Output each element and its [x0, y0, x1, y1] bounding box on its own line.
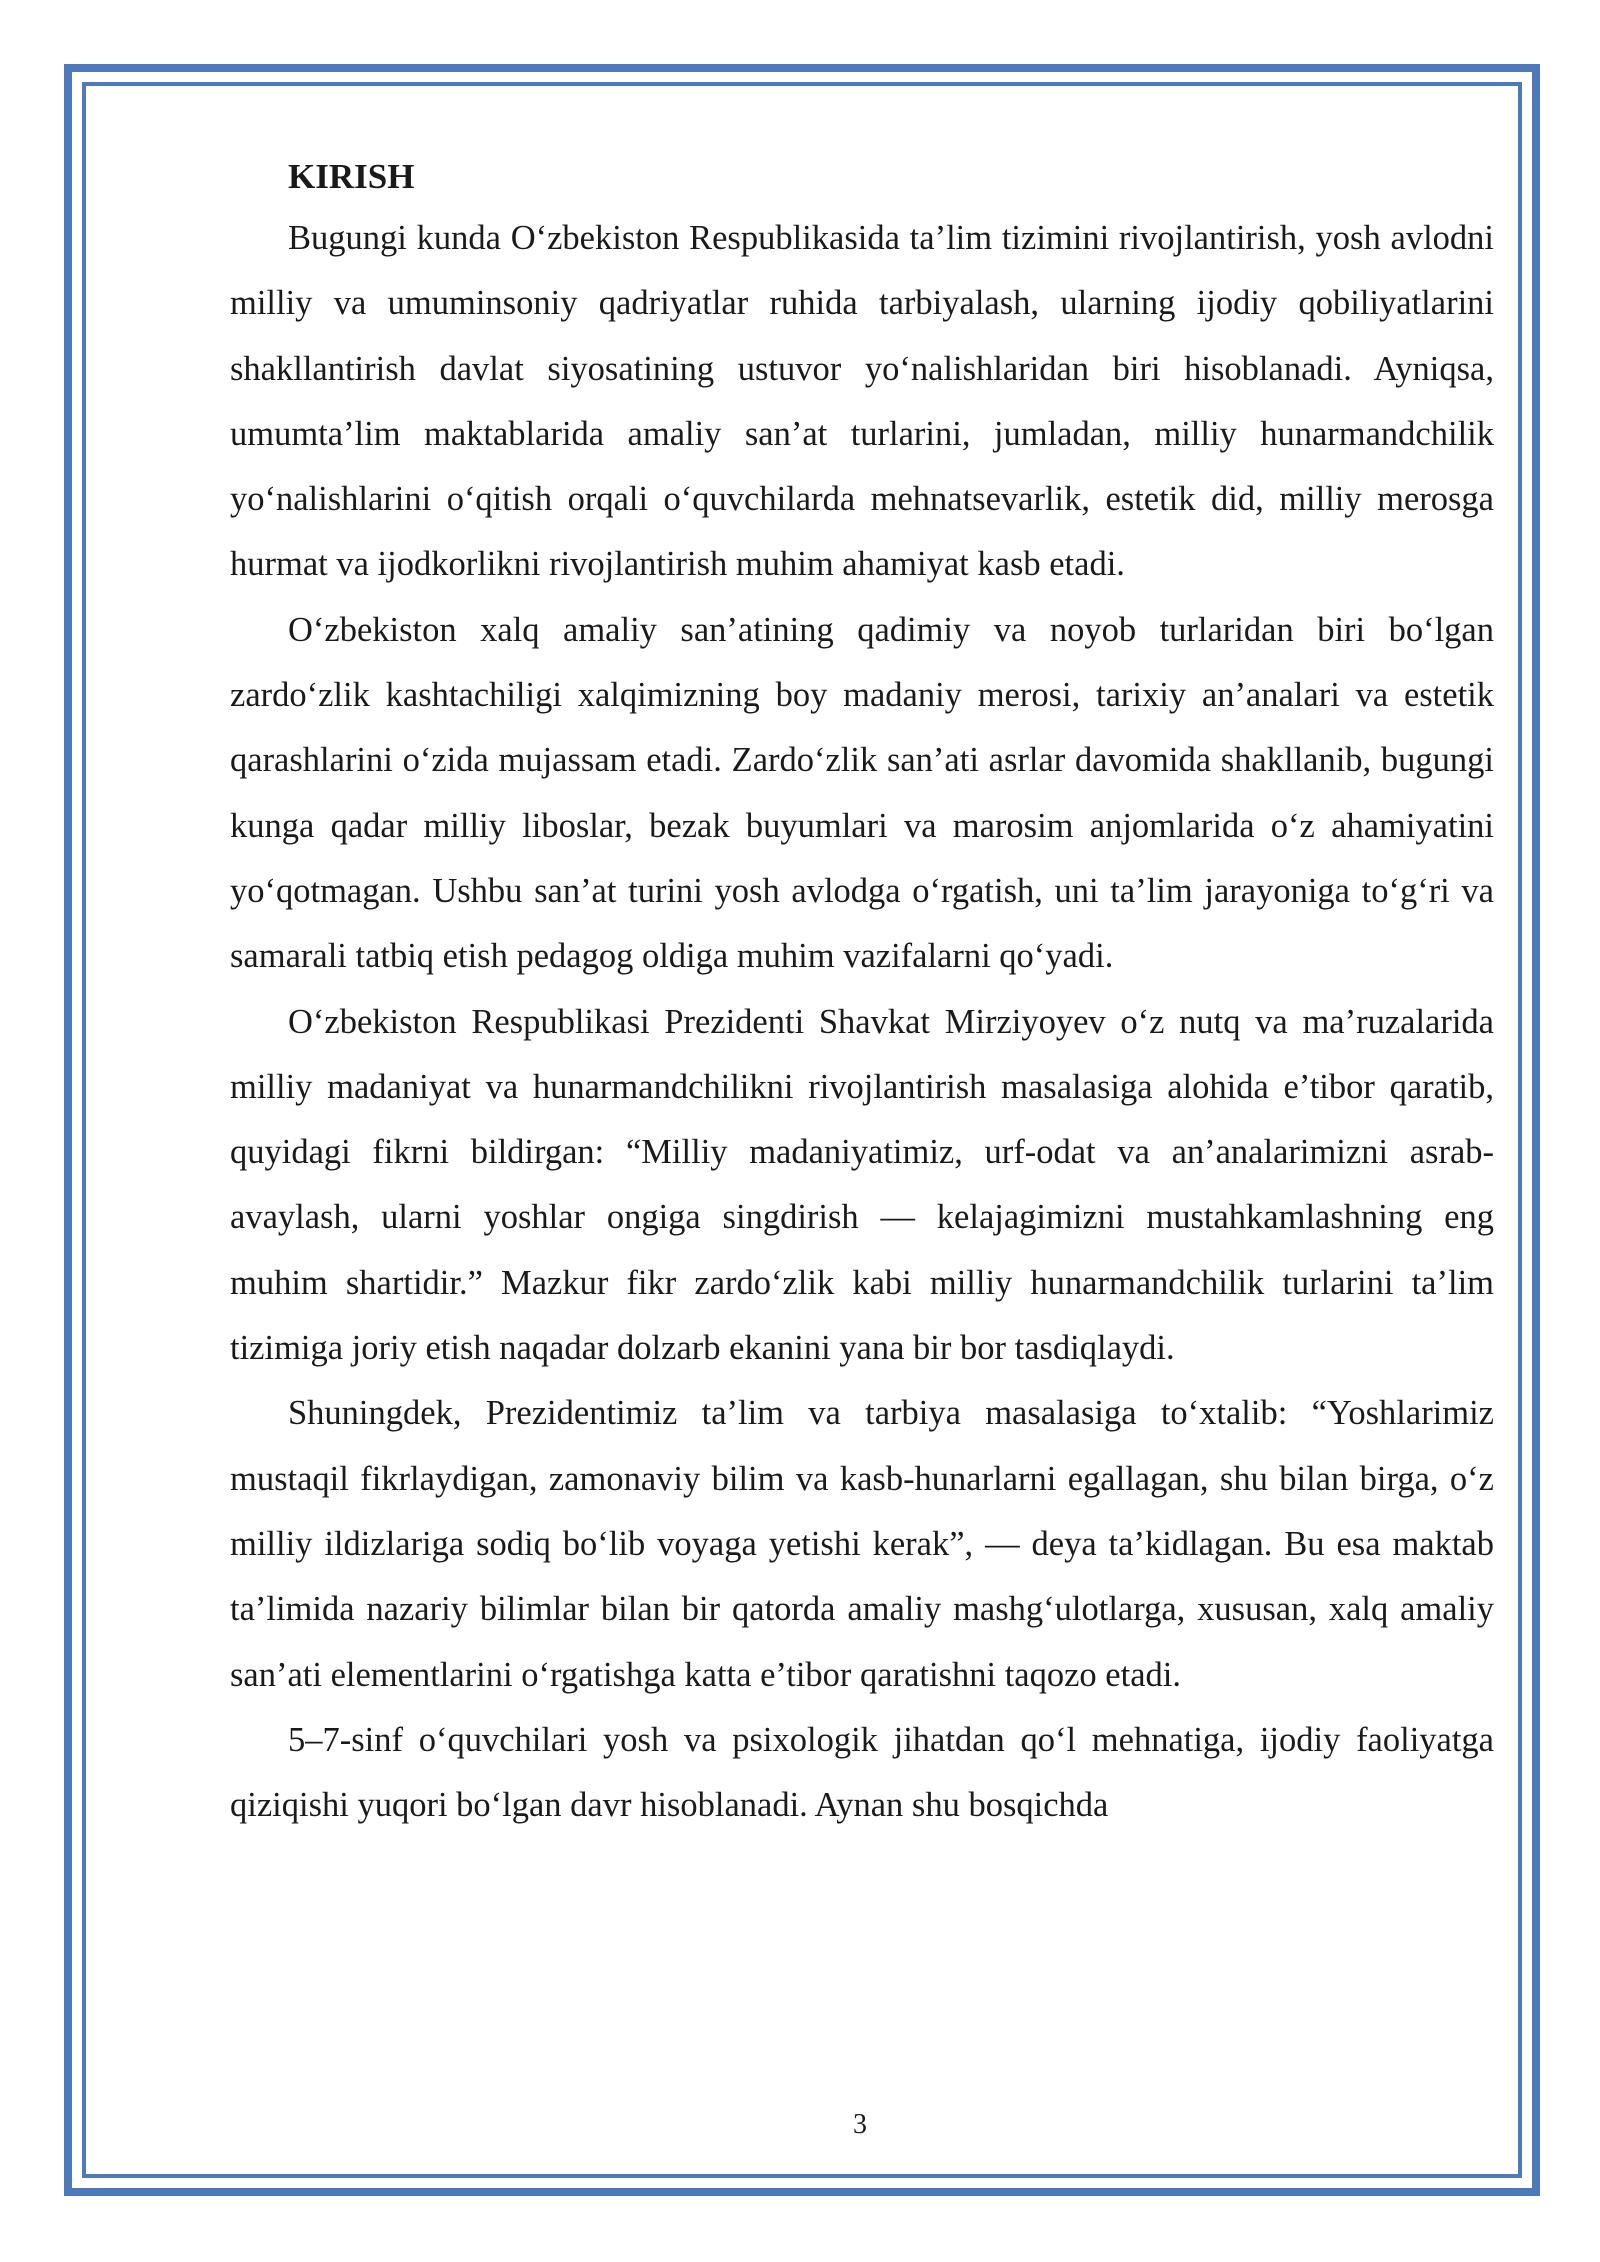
document-body [230, 148, 1494, 1838]
paragraph-5: 5–7-sinf o‘quvchilari yosh va psixologik jihatdan qo‘l mehnatiga, ijodiy faoliyatga qiziqishi yuqori bo‘lgan davr hisoblanadi. Aynan shu bosqichda [230, 1720, 1494, 1825]
paragraph-4: Shuningdek, Prezidentimiz ta’lim va tarbiya masalasiga to‘xtalib: “Yoshlarimiz mustaqil fikrlaydigan, zamonaviy bilim va kasb-hunarlarni egallagan, shu bilan birga, o‘z milliy ildizlariga sodiq bo‘lib voyaga yetishi kerak”, — deya ta’kidlagan. Bu esa maktab ta’limida nazariy bilimlar bilan bir qatorda amaliy mashg‘ulotlarga, xususan, xalq amaliy san’ati elementlarini o‘rgatishga katta e’tibor qaratishni taqozo etadi. [230, 1394, 1494, 1694]
paragraph-2: O‘zbekiston xalq amaliy san’atining qadimiy va noyob turlaridan biri bo‘lgan zardo‘zlik kashtachiligi xalqimizning boy madaniy merosi, tarixiy an’analari va estetik qarashlarini o‘zida mujassam etadi. Zardo‘zlik san’ati asrlar davomida shakllanib, bugungi kunga qadar milliy liboslar, bezak buyumlari va marosim anjomlarida o‘z ahamiyatini yo‘qotmagan. Ushbu san’at turini yosh avlodga o‘rgatish, uni ta’lim jarayoniga to‘g‘ri va samarali tatbiq etish pedagog oldiga muhim vazifalarni qo‘yadi. [230, 610, 1494, 976]
paragraph-1: Bugungi kunda O‘zbekiston Respublikasida ta’lim tizimini rivojlantirish, yosh avlodni milliy va umuminsoniy qadriyatlar ruhida tarbiyalash, ularning ijodiy qobiliyatlarini shakllantirish davlat siyosatining ustuvor yo‘nalishlaridan biri hisoblanadi. Ayniqsa, umumta’lim maktablarida amaliy san’at turlarini, jumladan, milliy hunarmandchilik yo‘nalishlarini o‘qitish orqali o‘quvchilarda mehnatsevarlik, estetik did, milliy merosga hurmat va ijodkorlikni rivojlantirish muhim ahamiyat kasb etadi. [230, 219, 1494, 584]
section-heading: KIRISH [288, 157, 415, 196]
paragraph-3: O‘zbekiston Respublikasi Prezidenti Shavkat Mirziyoyev o‘z nutq va ma’ruzalarida milliy madaniyat va hunarmandchilikni rivojlantirish masalasiga alohida e’tibor qaratib, quyidagi fikrni bildirgan: “Milliy madaniyatimiz, urf-odat va an’analarimizni asrab-avaylash, ularni yoshlar ongiga singdirish — kelajagimizni mustahkamlashning eng muhim shartidir.” Mazkur fikr zardo‘zlik kabi milliy hunarmandchilik turlarini ta’lim tizimiga joriy etish naqadar dolzarb ekanini yana bir bor tasdiqlaydi. [230, 1002, 1494, 1368]
page-number: 3 [853, 2109, 867, 2140]
